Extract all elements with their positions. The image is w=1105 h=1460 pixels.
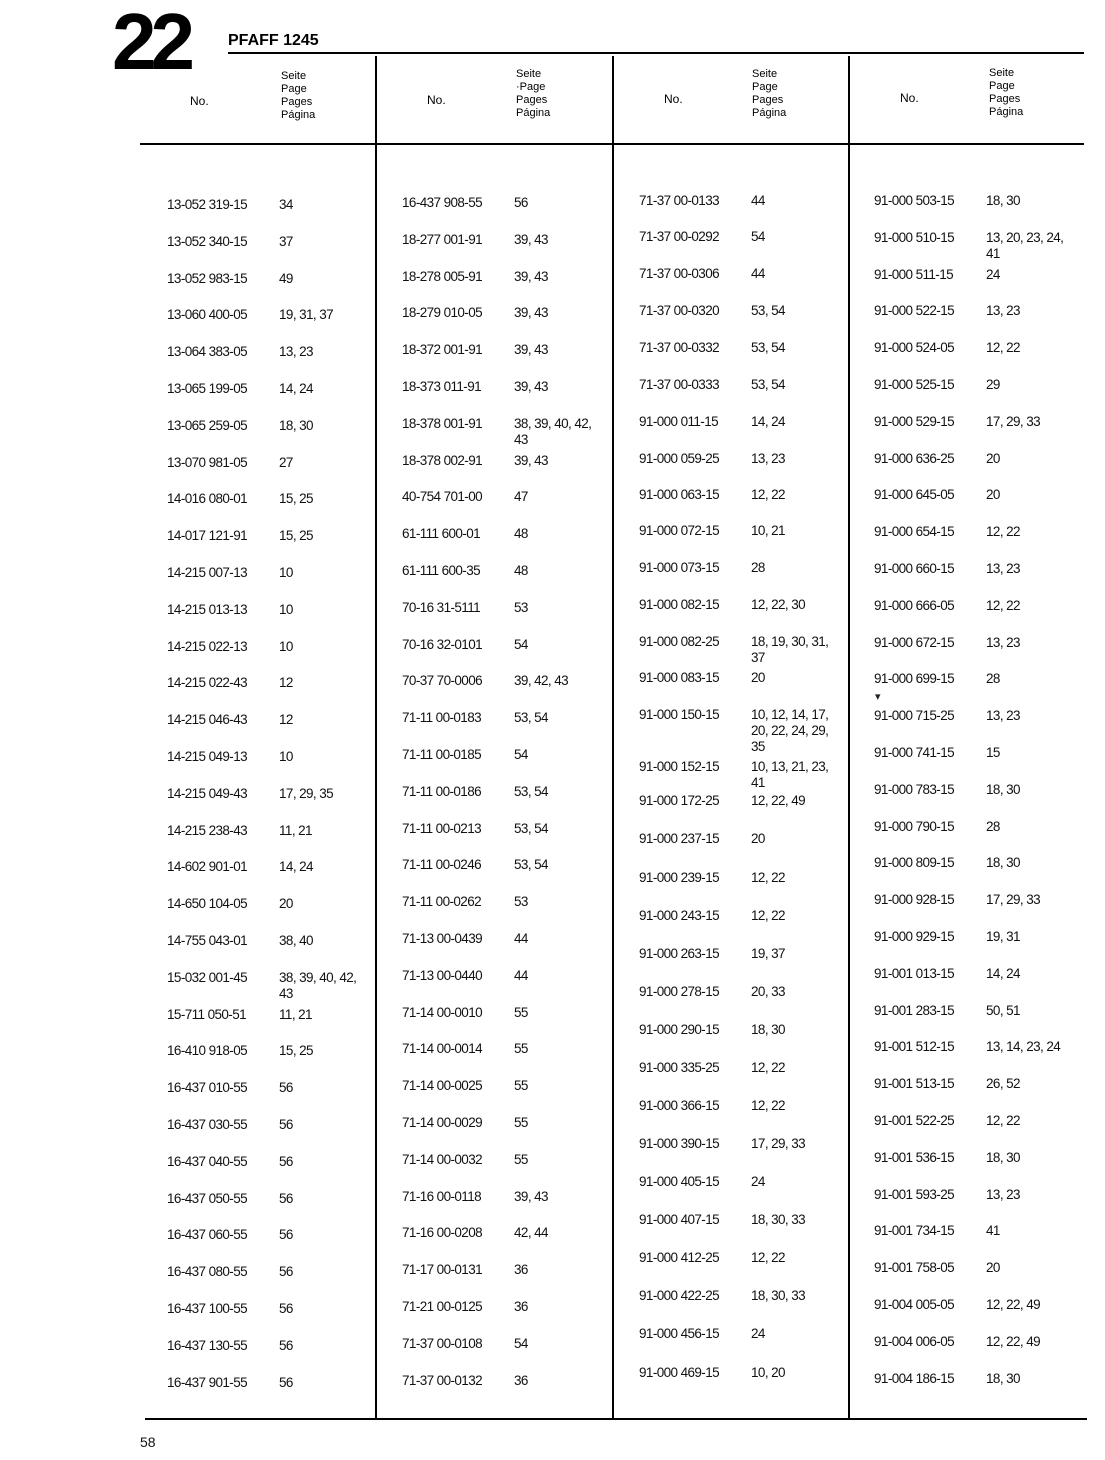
page-reference: 17, 29, 33: [986, 414, 1041, 429]
bottom-rule: [145, 1418, 1087, 1420]
page-reference: 42, 44: [514, 1225, 548, 1240]
part-number: 71-37 00-0332: [639, 340, 720, 355]
page-reference: 56: [279, 1080, 293, 1095]
part-number: 16-437 060-55: [167, 1227, 248, 1242]
page-reference: 56: [279, 1301, 293, 1316]
page-reference: 18, 30: [986, 1150, 1020, 1165]
part-number: 71-21 00-0125: [402, 1299, 483, 1314]
part-number: 13-070 981-05: [167, 455, 248, 470]
page-reference: 54: [514, 1336, 528, 1351]
page-reference: 55: [514, 1041, 528, 1056]
part-number: 18-279 010-05: [402, 305, 483, 320]
part-number: 16-437 040-55: [167, 1154, 248, 1169]
page-reference: 20: [986, 487, 1000, 502]
page-reference: 15, 25: [279, 528, 313, 543]
part-number: 16-437 050-55: [167, 1191, 248, 1206]
part-number: 91-000 407-15: [639, 1212, 720, 1227]
page-reference: 11, 21: [279, 1007, 312, 1022]
part-number: 71-37 00-0133: [639, 193, 720, 208]
page-reference: 19, 31: [986, 929, 1020, 944]
page-reference: 39, 43: [514, 305, 548, 320]
part-number: 40-754 701-00: [402, 489, 483, 504]
page-reference: 56: [279, 1375, 293, 1390]
part-number: 91-000 929-15: [874, 929, 955, 944]
part-number: 14-215 238-43: [167, 823, 248, 838]
part-number: 13-052 319-15: [167, 197, 248, 212]
part-number: 14-215 022-43: [167, 675, 248, 690]
page-reference: 12, 22: [986, 524, 1020, 539]
part-number: 71-37 00-0320: [639, 303, 720, 318]
part-number: 91-000 654-15: [874, 524, 955, 539]
page-reference: 12, 22: [751, 487, 785, 502]
part-number: 71-14 00-0010: [402, 1005, 483, 1020]
part-number: 71-14 00-0025: [402, 1078, 483, 1093]
part-number: 14-650 104-05: [167, 896, 248, 911]
page-reference: 20: [279, 896, 293, 911]
part-number: 91-000 335-25: [639, 1060, 720, 1075]
part-number: 91-001 013-15: [874, 966, 955, 981]
page-reference: 19, 31, 37: [279, 307, 334, 322]
page-reference: 18, 30: [986, 782, 1020, 797]
part-number: 16-437 130-55: [167, 1338, 248, 1353]
part-number: 91-000 239-15: [639, 870, 720, 885]
part-number: 13-052 983-15: [167, 271, 248, 286]
page-reference: 39, 43: [514, 1189, 548, 1204]
part-number: 91-000 503-15: [874, 193, 955, 208]
page-reference: 53, 54: [514, 857, 548, 872]
part-number: 91-000 278-15: [639, 984, 720, 999]
part-number: 71-11 00-0246: [402, 857, 482, 872]
page-reference: 55: [514, 1005, 528, 1020]
part-number: 14-215 022-13: [167, 639, 248, 654]
page-reference: 18, 30: [986, 1371, 1020, 1386]
page-reference: 13, 23: [986, 303, 1020, 318]
page-reference: 24: [751, 1326, 765, 1341]
part-number: 70-16 32-0101: [402, 637, 483, 652]
part-number: 91-000 243-15: [639, 908, 720, 923]
part-number: 18-378 001-91: [402, 416, 483, 431]
page-reference: 12, 22: [751, 1060, 785, 1075]
part-number: 70-16 31-5111: [402, 600, 481, 615]
page-reference: 18, 30: [986, 855, 1020, 870]
page-reference: 10: [279, 749, 293, 764]
part-number: 70-37 70-0006: [402, 673, 483, 688]
top-rule: [228, 52, 1084, 54]
page-reference: 13, 23: [986, 708, 1020, 723]
page-reference: 13, 23: [751, 451, 785, 466]
part-number: 91-000 366-15: [639, 1098, 720, 1113]
part-number: 15-711 050-51: [167, 1007, 247, 1022]
page-reference: 18, 30, 33: [751, 1288, 806, 1303]
page-reference: 56: [514, 195, 528, 210]
part-number: 14-215 013-13: [167, 602, 248, 617]
page-reference: 39, 42, 43: [514, 673, 569, 688]
part-number: 14-215 049-43: [167, 786, 248, 801]
page-reference: 39, 43: [514, 379, 548, 394]
col1-page-header: Seite Page Pages Página: [281, 70, 316, 121]
page-reference: 26, 52: [986, 1076, 1020, 1091]
page-reference: 48: [514, 563, 528, 578]
page-reference: 12, 22: [751, 908, 785, 923]
page-reference: 15, 25: [279, 491, 313, 506]
part-number: 14-215 049-13: [167, 749, 248, 764]
part-number: 91-000 290-15: [639, 1022, 720, 1037]
page-reference: 34: [279, 197, 293, 212]
part-number: 71-16 00-0118: [402, 1189, 482, 1204]
column-divider-1: [375, 56, 377, 1420]
part-number: 91-000 660-15: [874, 561, 955, 576]
page-reference: 20, 33: [751, 984, 785, 999]
part-number: 91-000 083-15: [639, 670, 720, 685]
part-number: 71-37 00-0132: [402, 1373, 483, 1388]
part-number: 91-000 456-15: [639, 1326, 720, 1341]
page-reference: 37: [279, 234, 293, 249]
col2-no-header: No.: [427, 93, 446, 107]
section-number: 22: [112, 0, 189, 86]
part-number: 18-277 001-91: [402, 232, 483, 247]
part-number: 91-000 422-25: [639, 1288, 720, 1303]
part-number: 71-11 00-0185: [402, 747, 482, 762]
page-reference: 17, 29, 33: [751, 1136, 806, 1151]
part-number: 61-111 600-01: [402, 526, 481, 541]
page-reference: 13, 23: [986, 561, 1020, 576]
part-number: 91-000 011-15: [639, 414, 719, 429]
part-number: 91-000 263-15: [639, 946, 720, 961]
page-reference: 39, 43: [514, 232, 548, 247]
part-number: 18-372 001-91: [402, 342, 483, 357]
part-number: 91-001 758-05: [874, 1260, 955, 1275]
page-reference: 50, 51: [986, 1003, 1020, 1018]
page-reference: 15: [986, 745, 1000, 760]
page-reference: 11, 21: [279, 823, 312, 838]
part-number: 16-437 901-55: [167, 1375, 248, 1390]
page-reference: 13, 23: [986, 635, 1020, 650]
part-number: 91-000 529-15: [874, 414, 955, 429]
page-reference: 12, 22: [751, 1098, 785, 1113]
page-reference: 55: [514, 1115, 528, 1130]
page-reference: 13, 23: [279, 344, 313, 359]
page-reference: 41: [986, 1223, 1000, 1238]
page-reference: 17, 29, 33: [986, 892, 1041, 907]
part-number: 91-001 513-15: [874, 1076, 955, 1091]
part-number: 16-437 100-55: [167, 1301, 248, 1316]
part-number: 71-37 00-0108: [402, 1336, 483, 1351]
part-number: 71-11 00-0183: [402, 710, 482, 725]
page-reference: 13, 14, 23, 24: [986, 1039, 1061, 1054]
part-number: 91-004 006-05: [874, 1334, 955, 1349]
scan-mark: ▾: [875, 691, 881, 703]
part-number: 16-410 918-05: [167, 1043, 248, 1058]
page-reference: 36: [514, 1299, 528, 1314]
part-number: 15-032 001-45: [167, 970, 248, 985]
model-title: PFAFF 1245: [228, 32, 319, 49]
page-reference: 56: [279, 1227, 293, 1242]
part-number: 91-000 636-25: [874, 451, 955, 466]
part-number: 91-000 809-15: [874, 855, 955, 870]
page-reference: 10: [279, 602, 293, 617]
part-number: 71-16 00-0208: [402, 1225, 483, 1240]
part-number: 91-000 082-25: [639, 634, 720, 649]
part-number: 18-373 011-91: [402, 379, 482, 394]
part-number: 91-004 186-15: [874, 1371, 955, 1386]
part-number: 91-000 172-25: [639, 793, 720, 808]
part-number: 13-065 259-05: [167, 418, 248, 433]
part-number: 91-000 741-15: [874, 745, 955, 760]
part-number: 91-001 522-25: [874, 1113, 955, 1128]
page-reference: 38, 39, 40, 42, 43: [279, 970, 357, 1001]
part-number: 91-000 469-15: [639, 1365, 720, 1380]
part-number: 91-001 283-15: [874, 1003, 955, 1018]
page-reference: 20: [751, 831, 765, 846]
page-reference: 12, 22: [986, 1113, 1020, 1128]
page-reference: 54: [514, 637, 528, 652]
page-reference: 18, 30, 33: [751, 1212, 806, 1227]
part-number: 91-001 593-25: [874, 1187, 955, 1202]
page-reference: 12, 22, 30: [751, 597, 806, 612]
page-reference: 17, 29, 35: [279, 786, 334, 801]
page-reference: 14, 24: [279, 381, 313, 396]
page-reference: 18, 30: [279, 418, 313, 433]
part-number: 71-37 00-0306: [639, 266, 720, 281]
part-number: 14-017 121-91: [167, 528, 248, 543]
part-number: 91-000 237-15: [639, 831, 720, 846]
page-reference: 20: [751, 670, 765, 685]
page-reference: 20: [986, 451, 1000, 466]
part-number: 91-000 510-15: [874, 230, 955, 245]
part-number: 91-000 072-15: [639, 523, 720, 538]
page-reference: 18, 30: [751, 1022, 785, 1037]
page-reference: 36: [514, 1373, 528, 1388]
page-reference: 18, 30: [986, 193, 1020, 208]
page-reference: 12: [279, 675, 293, 690]
page-reference: 49: [279, 271, 293, 286]
page-reference: 19, 37: [751, 946, 785, 961]
page-reference: 56: [279, 1264, 293, 1279]
page-reference: 47: [514, 489, 528, 504]
part-number: 91-000 699-15: [874, 671, 955, 686]
part-number: 71-14 00-0032: [402, 1152, 483, 1167]
part-number: 71-11 00-0213: [402, 821, 482, 836]
part-number: 91-000 152-15: [639, 759, 720, 774]
page-reference: 55: [514, 1078, 528, 1093]
page-reference: 44: [751, 193, 765, 208]
page-reference: 14, 24: [279, 859, 313, 874]
page-reference: 12, 22, 49: [986, 1297, 1041, 1312]
part-number: 91-000 405-15: [639, 1174, 720, 1189]
page-reference: 44: [514, 968, 528, 983]
page-reference: 12: [279, 712, 293, 727]
page-reference: 39, 43: [514, 269, 548, 284]
col4-no-header: No.: [900, 91, 919, 105]
page-reference: 56: [279, 1338, 293, 1353]
page-reference: 10: [279, 639, 293, 654]
part-number: 14-016 080-01: [167, 491, 248, 506]
part-number: 71-11 00-0186: [402, 784, 482, 799]
page-reference: 13, 23: [986, 1187, 1020, 1202]
page-reference: 54: [751, 229, 765, 244]
page-reference: 56: [279, 1191, 293, 1206]
page-reference: 24: [986, 267, 1000, 282]
page-reference: 12, 22: [986, 340, 1020, 355]
col3-page-header: Seite Page Pages Página: [752, 68, 787, 119]
page-reference: 56: [279, 1117, 293, 1132]
page-reference: 54: [514, 747, 528, 762]
part-number: 91-000 082-15: [639, 597, 720, 612]
page-reference: 10, 20: [751, 1365, 785, 1380]
page-reference: 53, 54: [751, 303, 785, 318]
part-number: 13-065 199-05: [167, 381, 248, 396]
page-reference: 38, 40: [279, 933, 313, 948]
page-reference: 56: [279, 1154, 293, 1169]
part-number: 91-000 059-25: [639, 451, 720, 466]
part-number: 91-000 783-15: [874, 782, 955, 797]
page-reference: 12, 22, 49: [986, 1334, 1041, 1349]
page-reference: 39, 43: [514, 342, 548, 357]
page-reference: 10, 12, 14, 17, 20, 22, 24, 29, 35: [751, 707, 829, 754]
part-number: 13-060 400-05: [167, 307, 248, 322]
part-number: 91-000 150-15: [639, 707, 720, 722]
page-reference: 39, 43: [514, 453, 548, 468]
page-reference: 28: [751, 560, 765, 575]
page-reference: 14, 24: [986, 966, 1020, 981]
page-reference: 38, 39, 40, 42, 43: [514, 416, 592, 447]
page-reference: 53: [514, 894, 528, 909]
part-number: 13-052 340-15: [167, 234, 248, 249]
page-reference: 28: [986, 671, 1000, 686]
part-number: 91-000 645-05: [874, 487, 955, 502]
part-number: 91-001 734-15: [874, 1223, 955, 1238]
part-number: 91-000 073-15: [639, 560, 720, 575]
page-reference: 53, 54: [514, 821, 548, 836]
part-number: 71-37 00-0333: [639, 377, 720, 392]
part-number: 71-14 00-0014: [402, 1041, 483, 1056]
part-number: 16-437 080-55: [167, 1264, 248, 1279]
page-reference: 55: [514, 1152, 528, 1167]
page-reference: 53, 54: [751, 377, 785, 392]
page-reference: 48: [514, 526, 528, 541]
col1-no-header: No.: [190, 94, 209, 108]
part-number: 91-000 715-25: [874, 708, 955, 723]
part-number: 91-000 524-05: [874, 340, 955, 355]
part-number: 91-000 412-25: [639, 1250, 720, 1265]
part-number: 71-11 00-0262: [402, 894, 482, 909]
page-reference: 28: [986, 819, 1000, 834]
page-reference: 44: [751, 266, 765, 281]
page-reference: 53: [514, 600, 528, 615]
page-reference: 13, 20, 23, 24, 41: [986, 230, 1064, 261]
page-reference: 10, 13, 21, 23, 41: [751, 759, 829, 790]
page-reference: 53, 54: [514, 710, 548, 725]
page-reference: 10: [279, 565, 293, 580]
part-number: 91-000 511-15: [874, 267, 954, 282]
page-reference: 53, 54: [751, 340, 785, 355]
col4-page-header: Seite Page Pages Página: [989, 67, 1024, 118]
page-reference: 18, 19, 30, 31, 37: [751, 634, 829, 665]
part-number: 91-001 512-15: [874, 1039, 955, 1054]
part-number: 91-000 525-15: [874, 377, 955, 392]
part-number: 16-437 030-55: [167, 1117, 248, 1132]
col2-page-header: Seite ·Page Pages Página: [516, 68, 551, 119]
part-number: 16-437 908-55: [402, 195, 483, 210]
part-number: 18-378 002-91: [402, 453, 483, 468]
part-number: 91-000 666-05: [874, 598, 955, 613]
page-reference: 10, 21: [751, 523, 785, 538]
page-reference: 12, 22: [751, 1250, 785, 1265]
part-number: 71-17 00-0131: [402, 1262, 483, 1277]
page-reference: 15, 25: [279, 1043, 313, 1058]
page-reference: 12, 22, 49: [751, 793, 806, 808]
part-number: 71-37 00-0292: [639, 229, 720, 244]
part-number: 14-602 901-01: [167, 859, 248, 874]
part-number: 91-000 672-15: [874, 635, 955, 650]
part-number: 71-13 00-0439: [402, 931, 483, 946]
page-reference: 44: [514, 931, 528, 946]
page-reference: 24: [751, 1174, 765, 1189]
col3-no-header: No.: [664, 92, 683, 106]
part-number: 71-13 00-0440: [402, 968, 483, 983]
page-number: 58: [140, 1434, 156, 1450]
part-number: 14-755 043-01: [167, 933, 248, 948]
page-reference: 29: [986, 377, 1000, 392]
part-number: 91-000 790-15: [874, 819, 955, 834]
part-number: 91-001 536-15: [874, 1150, 955, 1165]
part-number: 14-215 007-13: [167, 565, 248, 580]
part-number: 91-000 063-15: [639, 487, 720, 502]
part-number: 91-000 928-15: [874, 892, 955, 907]
page-reference: 14, 24: [751, 414, 785, 429]
part-number: 91-000 390-15: [639, 1136, 720, 1151]
part-number: 71-14 00-0029: [402, 1115, 483, 1130]
part-number: 91-000 522-15: [874, 303, 955, 318]
part-number: 14-215 046-43: [167, 712, 248, 727]
page-reference: 36: [514, 1262, 528, 1277]
part-number: 13-064 383-05: [167, 344, 248, 359]
part-number: 61-111 600-35: [402, 563, 481, 578]
part-number: 91-004 005-05: [874, 1297, 955, 1312]
page-reference: 12, 22: [986, 598, 1020, 613]
column-divider-2: [612, 56, 614, 1420]
part-number: 18-278 005-91: [402, 269, 483, 284]
page-reference: 53, 54: [514, 784, 548, 799]
part-number: 16-437 010-55: [167, 1080, 248, 1095]
page-reference: 12, 22: [751, 870, 785, 885]
page-reference: 20: [986, 1260, 1000, 1275]
page-reference: 27: [279, 455, 293, 470]
